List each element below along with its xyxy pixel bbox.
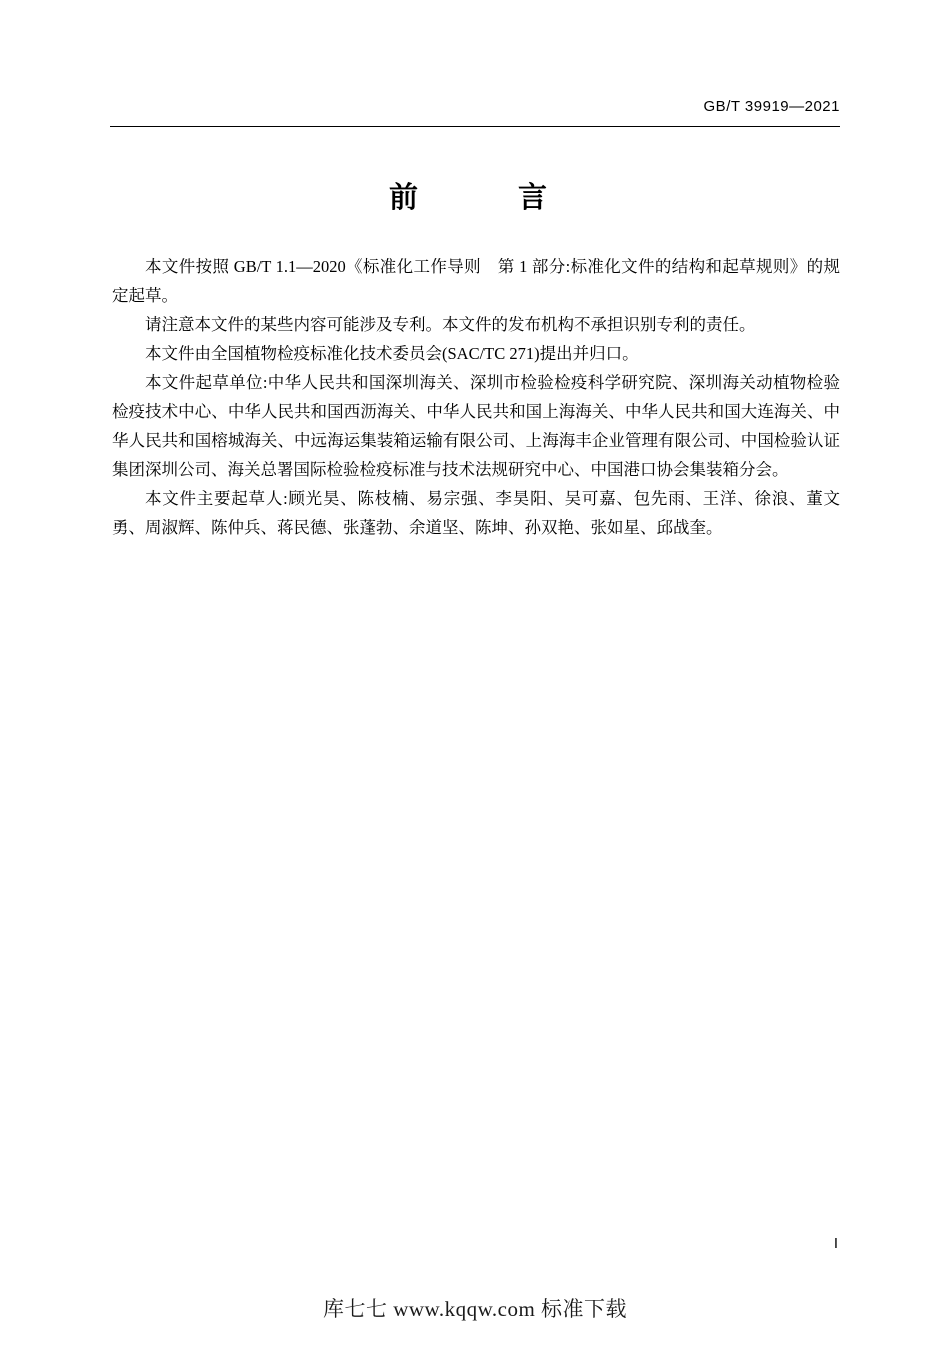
- page-number: Ⅰ: [833, 1235, 838, 1251]
- footer-site-label: 库七七: [322, 1297, 388, 1321]
- footer-watermark: [0, 1293, 950, 1323]
- paragraph: 请注意本文件的某些内容可能涉及专利。本文件的发布机构不承担识别专利的责任。: [145, 315, 756, 334]
- page-title: 前 言: [388, 180, 561, 214]
- paragraph: 本文件由全国植物检疫标准化技术委员会(SAC/TC 271)提出并归口。: [145, 344, 639, 363]
- foreword-body: [112, 252, 840, 542]
- header-divider: [110, 126, 840, 127]
- paragraph: 本文件按照 GB/T 1.1—2020《标准化工作导则 第 1 部分:标准化文件的结构和起草规则》的规定起草。: [112, 257, 840, 305]
- paragraph: 本文件主要起草人:顾光昊、陈枝楠、易宗强、李昊阳、吴可嘉、包先雨、王洋、徐浪、董文勇、周淑辉、陈仲兵、蒋民德、张蓬勃、余道坚、陈坤、孙双艳、张如星、邱战奎。: [112, 489, 840, 537]
- page-header-standard-code: GB/T 39919—2021: [703, 98, 840, 115]
- footer-url: www.kqqw.com: [393, 1297, 536, 1321]
- paragraph: 本文件起草单位:中华人民共和国深圳海关、深圳市检验检疫科学研究院、深圳海关动植物检验检疫技术中心、中华人民共和国西沥海关、中华人民共和国上海海关、中华人民共和国大连海关、中华人民共和国榕城海关、中远海运集装箱运输有限公司、上海海丰企业管理有限公司、中国检验认证集团深圳公司、海关总署国际检验检疫标准与技术法规研究中心、中国港口协会集装箱分会。: [112, 373, 840, 479]
- footer-suffix: 标准下载: [541, 1297, 628, 1321]
